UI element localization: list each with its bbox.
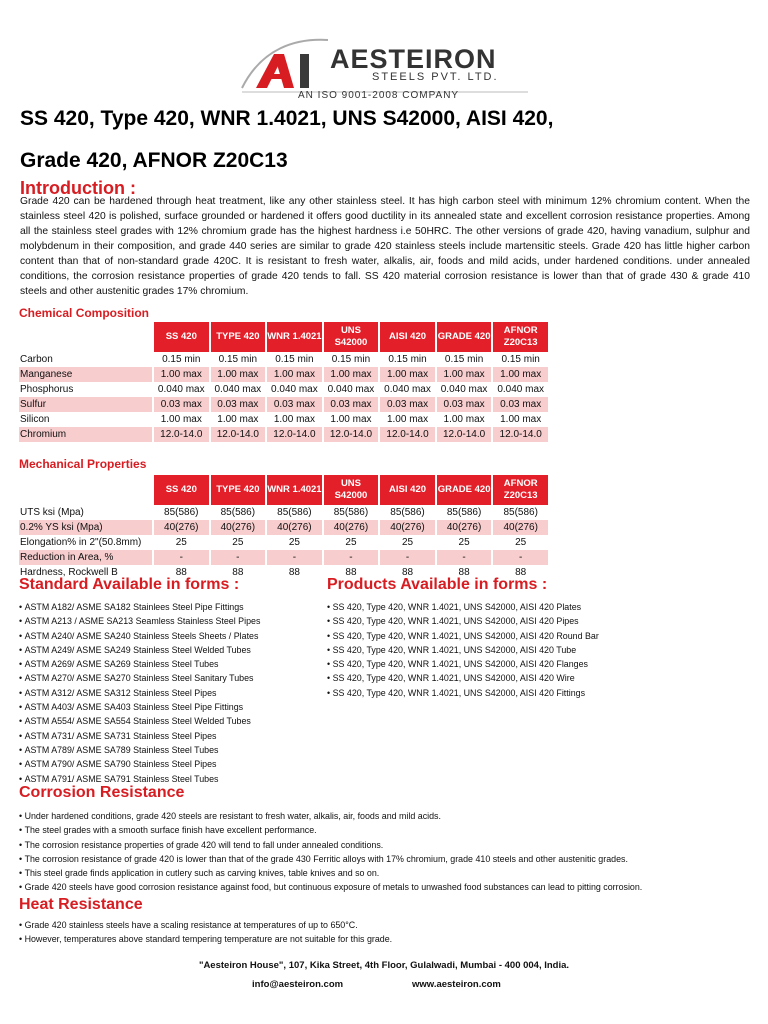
column-header: AFNOR Z20C13	[493, 475, 548, 505]
introduction-paragraph: Grade 420 can be hardened through heat treatment, like any other stainless steel. It has high carbon steel with minimum 12% chromium content. When the stainless steel 420 is polished, surface grounded or hardened it offers good ductility in its annealed state and excellent corrosion resistance properties. Among all the stainless steel grades with 12% chromium grade has the highest hardness i.e 50HRC. The other versions of grade 420, having vanadium, sulphur and molybdenum in their composition, and grade 440 series are similar to grade 420 stainless steels include martensitic steels. Grade 420 has little higher carbon content than that of non-standard grade 420C. It is resistant to fresh water, alkalis, air, foods and mild acids, under hardened conditions. under annealed conditions, the corrosion resistance properties of grade 420 tends to fall. SS 420 material corrosion resistance is lower than that of grade 430 & grade 410 steels and other austenitic grades 17% chromium.	[20, 196, 750, 297]
brand-subtitle: STEELS PVT. LTD.	[372, 71, 499, 83]
table-cell: 12.0-14.0	[154, 427, 209, 442]
row-label: 0.2% YS ksi (Mpa)	[19, 520, 152, 535]
table-cell: -	[380, 550, 435, 565]
list-item: • SS 420, Type 420, WNR 1.4021, UNS S42000, AISI 420 Fittings	[327, 686, 647, 700]
footer-email-link[interactable]: info@aesteiron.com	[252, 979, 344, 990]
table-cell: -	[211, 550, 266, 565]
chemical-composition-heading: Chemical Composition	[19, 306, 150, 320]
table-cell: 0.03 max	[154, 397, 209, 412]
list-item: • This steel grade finds application in cutlery such as carving knives, table knives and so on.	[19, 866, 759, 880]
table-cell: 1.00 max	[217, 414, 259, 425]
table-cell: 88	[345, 567, 357, 578]
column-header: AISI 420	[380, 322, 435, 352]
table-cell: 25	[288, 537, 300, 548]
heat-resistance-list	[19, 918, 759, 947]
table-cell: 0.15 min	[162, 354, 201, 365]
list-item: • ASTM A182/ ASME SA182 Stainlees Steel Pipe Fittings	[19, 600, 319, 614]
table-cell: 40(276)	[437, 520, 492, 535]
chemical-composition-table	[17, 322, 550, 442]
list-item: • ASTM A312/ ASME SA312 Stainless Steel Pipes	[19, 686, 319, 700]
table-cell: 40(276)	[493, 520, 548, 535]
table-cell: 25	[175, 537, 187, 548]
list-item: • ASTM A240/ ASME SA240 Stainless Steels Sheets / Plates	[19, 629, 319, 643]
table-cell: 88	[515, 567, 527, 578]
table-cell: -	[493, 550, 548, 565]
table-cell: 1.00 max	[500, 414, 542, 425]
brand-name: AESTEIRON	[330, 44, 497, 74]
column-header: WNR 1.4021	[267, 475, 322, 505]
column-header: AISI 420	[380, 475, 435, 505]
list-item: • SS 420, Type 420, WNR 1.4021, UNS S42000, AISI 420 Plates	[327, 600, 647, 614]
page-title-line-1: SS 420, Type 420, WNR 1.4021, UNS S42000, AISI 420,	[20, 107, 554, 130]
table-cell: 88	[232, 567, 244, 578]
table-cell: 1.00 max	[154, 367, 209, 382]
table-cell: 12.0-14.0	[267, 427, 322, 442]
table-cell: 85(586)	[390, 507, 425, 518]
table-cell: 1.00 max	[386, 414, 429, 425]
table-cell: 12.0-14.0	[380, 427, 435, 442]
table-cell: 1.00 max	[493, 367, 548, 382]
standards-list	[19, 600, 319, 786]
table-row	[19, 397, 548, 412]
list-item: • ASTM A554/ ASME SA554 Stainless Steel Welded Tubes	[19, 714, 319, 728]
standards-heading: Standard Available in forms :	[19, 576, 240, 593]
list-item: • Under hardened conditions, grade 420 steels are resistant to fresh water, alkalis, air, foods and mild acids.	[19, 809, 759, 823]
table-cell: 0.15 min	[218, 354, 258, 365]
table-cell: 1.00 max	[211, 367, 266, 382]
column-header: SS 420	[154, 475, 209, 505]
table-cell: 1.00 max	[267, 367, 322, 382]
table-cell: 85(586)	[164, 507, 199, 518]
table-cell: 40(276)	[380, 520, 435, 535]
table-cell: 85(586)	[277, 507, 312, 518]
table-cell: 25	[401, 537, 414, 548]
table-cell: 0.03 max	[493, 397, 548, 412]
table-cell: 40(276)	[154, 520, 209, 535]
table-cell: -	[324, 550, 379, 565]
table-row	[19, 520, 548, 535]
table-cell: -	[267, 550, 322, 565]
table-cell: -	[154, 550, 209, 565]
table-cell: 88	[458, 567, 470, 578]
iso-tagline: AN ISO 9001-2008 COMPANY	[298, 90, 460, 101]
table-cell: 1.00 max	[437, 367, 492, 382]
table-row	[19, 427, 548, 442]
table-cell: 0.040 max	[214, 384, 262, 395]
table-cell: 25	[515, 537, 527, 548]
table-cell: 12.0-14.0	[437, 427, 492, 442]
column-header: WNR 1.4021	[267, 322, 322, 352]
list-item: • However, temperatures above standard tempering temperature are not suitable for this grade.	[19, 932, 759, 946]
corrosion-resistance-list	[19, 809, 759, 895]
table-cell: 85(586)	[446, 507, 482, 518]
page-title-line-2: Grade 420, AFNOR Z20C13	[20, 149, 288, 172]
table-cell: 88	[288, 567, 300, 578]
row-label: Sulfur	[19, 397, 152, 412]
header-blank-cell	[19, 322, 152, 352]
table-cell: 0.15 min	[388, 354, 427, 365]
table-row	[19, 382, 548, 397]
table-row	[19, 367, 548, 382]
column-header: UNS S42000	[324, 322, 379, 352]
list-item: • ASTM A213 / ASME SA213 Seamless Stainless Steel Pipes	[19, 614, 319, 628]
table-cell: 1.00 max	[324, 367, 379, 382]
table-cell: 0.15 min	[275, 354, 314, 365]
row-label: Silicon	[20, 414, 50, 425]
heat-resistance-heading: Heat Resistance	[19, 896, 143, 913]
table-cell: 1.00 max	[160, 414, 202, 425]
row-label: Hardness, Rockwell B	[20, 567, 118, 578]
table-cell: 85(586)	[220, 507, 256, 518]
table-cell: 1.00 max	[330, 414, 372, 425]
table-cell: 88	[175, 567, 187, 578]
table-cell: 0.040 max	[271, 384, 318, 395]
list-item: • ASTM A789/ ASME SA789 Stainless Steel Tubes	[19, 743, 319, 757]
row-label: Reduction in Area, %	[19, 550, 152, 565]
corrosion-resistance-heading: Corrosion Resistance	[19, 784, 185, 801]
list-item: • ASTM A269/ ASME SA269 Stainless Steel Tubes	[19, 657, 319, 671]
mechanical-properties-table	[17, 475, 550, 580]
table-cell: 12.0-14.0	[324, 427, 379, 442]
table-row	[19, 505, 548, 520]
table-cell: 12.0-14.0	[493, 427, 548, 442]
table-cell: 1.00 max	[273, 414, 315, 425]
table-cell: 40(276)	[324, 520, 379, 535]
table-cell: 0.040 max	[157, 384, 205, 395]
footer-address: "Aesteiron House", 107, Kika Street, 4th Floor, Gulalwadi, Mumbai - 400 004, India.	[198, 960, 570, 971]
list-item: • ASTM A790/ ASME SA790 Stainless Steel Pipes	[19, 757, 319, 771]
table-cell: 0.040 max	[497, 384, 545, 395]
column-header: GRADE 420	[437, 475, 492, 505]
table-cell: 0.03 max	[211, 397, 266, 412]
footer-website-link[interactable]: www.aesteiron.com	[412, 979, 501, 990]
table-cell: 88	[401, 567, 414, 578]
list-item: • ASTM A403/ ASME SA403 Stainless Steel Pipe Fittings	[19, 700, 319, 714]
table-cell: 0.03 max	[267, 397, 322, 412]
list-item: • Grade 420 steels have good corrosion resistance against food, but continuous exposure of metals to unwashed food substances can lead to pitting corrosion.	[19, 880, 759, 894]
list-item: • ASTM A249/ ASME SA249 Stainless Steel Welded Tubes	[19, 643, 319, 657]
column-header: AFNOR Z20C13	[493, 322, 548, 352]
table-cell: 40(276)	[267, 520, 322, 535]
table-cell: 0.040 max	[384, 384, 431, 395]
mechanical-properties-heading: Mechanical Properties	[19, 457, 147, 471]
table-cell: 0.040 max	[440, 384, 488, 395]
list-item: • SS 420, Type 420, WNR 1.4021, UNS S42000, AISI 420 Tube	[327, 643, 647, 657]
table-cell: 0.03 max	[324, 397, 379, 412]
row-label: Elongation% in 2"(50.8mm)	[20, 537, 142, 548]
table-row	[19, 352, 548, 367]
table-cell: 1.00 max	[443, 414, 485, 425]
table-header-row	[19, 322, 548, 352]
list-item: • SS 420, Type 420, WNR 1.4021, UNS S42000, AISI 420 Round Bar	[327, 629, 647, 643]
column-header: GRADE 420	[437, 322, 492, 352]
column-header: TYPE 420	[211, 475, 266, 505]
table-cell: 25	[458, 537, 470, 548]
introduction-heading: Introduction :	[20, 178, 136, 198]
row-label: Manganese	[19, 367, 152, 382]
table-cell: 85(586)	[503, 507, 538, 518]
list-item: • SS 420, Type 420, WNR 1.4021, UNS S42000, AISI 420 Pipes	[327, 614, 647, 628]
list-item: • Grade 420 stainless steels have a scaling resistance at temperatures of up to 650°C.	[19, 918, 759, 932]
list-item: • SS 420, Type 420, WNR 1.4021, UNS S42000, AISI 420 Flanges	[327, 657, 647, 671]
row-label: Phosphorus	[20, 384, 74, 395]
table-cell: 1.00 max	[380, 367, 435, 382]
list-item: • The corrosion resistance properties of grade 420 will tend to fall under annealed conditions.	[19, 838, 759, 852]
column-header: TYPE 420	[211, 322, 266, 352]
row-label: Carbon	[20, 354, 53, 365]
products-heading: Products Available in forms :	[327, 576, 548, 593]
table-cell: 25	[232, 537, 244, 548]
table-cell: 0.15 min	[501, 354, 540, 365]
table-cell: 85(586)	[333, 507, 369, 518]
table-row	[19, 535, 548, 550]
products-list	[327, 600, 647, 700]
column-header: UNS S42000	[324, 475, 379, 505]
column-header: SS 420	[154, 322, 209, 352]
table-cell: 0.03 max	[380, 397, 435, 412]
list-item: • SS 420, Type 420, WNR 1.4021, UNS S42000, AISI 420 Wire	[327, 671, 647, 685]
table-cell: 0.040 max	[327, 384, 375, 395]
list-item: • The steel grades with a smooth surface finish have excellent performance.	[19, 823, 759, 837]
table-cell: 25	[345, 537, 357, 548]
table-cell: -	[437, 550, 492, 565]
table-cell: 0.15 min	[331, 354, 371, 365]
list-item: • ASTM A731/ ASME SA731 Stainless Steel Pipes	[19, 729, 319, 743]
list-item: • The corrosion resistance of grade 420 is lower than that of the grade 430 Ferritic alloys with 17% chromium, grade 410 steels and other austenitic grades.	[19, 852, 759, 866]
list-item: • ASTM A270/ ASME SA270 Stainless Steel Sanitary Tubes	[19, 671, 319, 685]
table-cell: 0.03 max	[437, 397, 492, 412]
table-cell: 40(276)	[211, 520, 266, 535]
header-blank-cell	[19, 475, 152, 505]
table-cell: 12.0-14.0	[211, 427, 266, 442]
row-label: UTS ksi (Mpa)	[20, 507, 84, 518]
table-row	[19, 412, 548, 427]
table-row	[19, 550, 548, 565]
list-item: • ASTM A791/ ASME SA791 Stainless Steel Tubes	[19, 772, 319, 786]
row-label: Chromium	[19, 427, 152, 442]
table-header-row	[19, 475, 548, 505]
table-cell: 0.15 min	[444, 354, 484, 365]
